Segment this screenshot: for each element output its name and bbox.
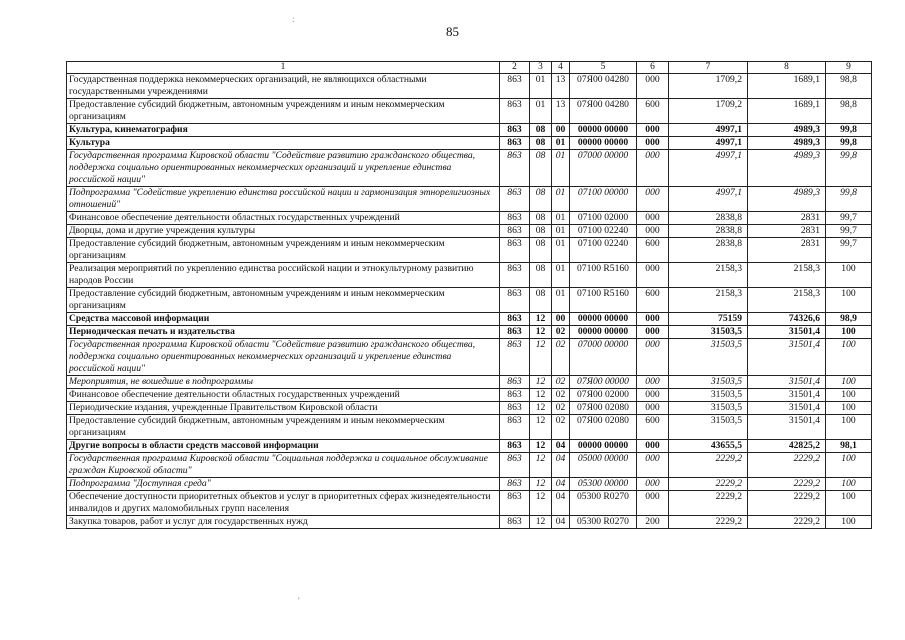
subsection-cell: 02 [552, 389, 570, 402]
row-name-cell: Государственная поддержка некоммерческих организаций, не являющихся областными государственными учреждениями [67, 74, 500, 99]
admin-code-cell: 863 [500, 150, 530, 187]
planned-amount-cell: 31503,5 [669, 376, 748, 389]
percent-cell: 100 [826, 288, 872, 313]
admin-code-cell: 863 [500, 124, 530, 137]
table-row [67, 124, 872, 137]
admin-code-cell: 863 [500, 225, 530, 238]
row-name-cell: Другие вопросы в области средств массовой информации [67, 440, 500, 453]
row-name-cell: Дворцы, дома и другие учреждения культуры [67, 225, 500, 238]
executed-amount-cell: 42825,2 [748, 440, 826, 453]
target-article-cell: 07000 00000 [570, 150, 637, 187]
section-cell: 12 [530, 516, 552, 529]
subsection-cell: 02 [552, 415, 570, 440]
admin-code-cell: 863 [500, 376, 530, 389]
executed-amount-cell: 31501,4 [748, 326, 826, 339]
executed-amount-cell: 2229,2 [748, 478, 826, 491]
target-article-cell: 07Я00 04280 [570, 99, 637, 124]
executed-amount-cell: 2229,2 [748, 453, 826, 478]
expense-type-cell: 200 [637, 516, 669, 529]
expense-type-cell: 600 [637, 288, 669, 313]
target-article-cell: 00000 00000 [570, 313, 637, 326]
row-name-cell: Реализация мероприятий по укреплению единства российской нации и этнокультурному развитию народов России [67, 263, 500, 288]
scan-speck: ' [298, 596, 300, 606]
subsection-cell: 01 [552, 150, 570, 187]
percent-cell: 100 [826, 478, 872, 491]
section-cell: 08 [530, 150, 552, 187]
section-cell: 08 [530, 263, 552, 288]
table-row [67, 187, 872, 212]
header-cell: 9 [826, 62, 872, 74]
executed-amount-cell: 74326,6 [748, 313, 826, 326]
expense-type-cell: 000 [637, 376, 669, 389]
section-cell: 12 [530, 415, 552, 440]
table-row [67, 212, 872, 225]
target-article-cell: 00000 00000 [570, 326, 637, 339]
target-article-cell: 05300 R0270 [570, 491, 637, 516]
table-row [67, 326, 872, 339]
percent-cell: 98,8 [826, 74, 872, 99]
expense-type-cell: 000 [637, 225, 669, 238]
table-row [67, 415, 872, 440]
expense-type-cell: 600 [637, 99, 669, 124]
table-row [67, 137, 872, 150]
row-name-cell: Периодические издания, учрежденные Правительством Кировской области [67, 402, 500, 415]
planned-amount-cell: 2838,8 [669, 225, 748, 238]
row-name-cell: Государственная программа Кировской области "Содействие развитию гражданского общества, поддержка социально ориентированных некоммерческих организаций и укрепление единства российской нации" [67, 150, 500, 187]
row-name-cell: Предоставление субсидий бюджетным, автономным учреждениям и иным некоммерческим организациям [67, 288, 500, 313]
planned-amount-cell: 4997,1 [669, 124, 748, 137]
percent-cell: 100 [826, 389, 872, 402]
table-row [67, 74, 872, 99]
section-cell: 01 [530, 99, 552, 124]
section-cell: 12 [530, 339, 552, 376]
row-name-cell: Мероприятия, не вошедшие в подпрограммы [67, 376, 500, 389]
percent-cell: 100 [826, 326, 872, 339]
percent-cell: 100 [826, 453, 872, 478]
executed-amount-cell: 2831 [748, 238, 826, 263]
subsection-cell: 04 [552, 491, 570, 516]
target-article-cell: 07Я00 02000 [570, 389, 637, 402]
planned-amount-cell: 2229,2 [669, 516, 748, 529]
table-row [67, 150, 872, 187]
subsection-cell: 04 [552, 440, 570, 453]
executed-amount-cell: 2831 [748, 225, 826, 238]
row-name-cell: Средства массовой информации [67, 313, 500, 326]
section-cell: 12 [530, 389, 552, 402]
executed-amount-cell: 31501,4 [748, 376, 826, 389]
table-row [67, 402, 872, 415]
admin-code-cell: 863 [500, 389, 530, 402]
table-row [67, 238, 872, 263]
percent-cell: 100 [826, 415, 872, 440]
row-name-cell: Культура, кинематография [67, 124, 500, 137]
executed-amount-cell: 2158,3 [748, 288, 826, 313]
expense-type-cell: 000 [637, 326, 669, 339]
budget-table [66, 61, 872, 529]
percent-cell: 99,8 [826, 124, 872, 137]
admin-code-cell: 863 [500, 491, 530, 516]
planned-amount-cell: 2229,2 [669, 453, 748, 478]
table-row [67, 313, 872, 326]
expense-type-cell: 000 [637, 263, 669, 288]
expense-type-cell: 000 [637, 402, 669, 415]
expense-type-cell: 000 [637, 74, 669, 99]
executed-amount-cell: 4989,3 [748, 137, 826, 150]
expense-type-cell: 000 [637, 453, 669, 478]
percent-cell: 99,7 [826, 212, 872, 225]
admin-code-cell: 863 [500, 238, 530, 263]
table-row [67, 376, 872, 389]
admin-code-cell: 863 [500, 440, 530, 453]
admin-code-cell: 863 [500, 212, 530, 225]
row-name-cell: Предоставление субсидий бюджетным, автономным учреждениям и иным некоммерческим организациям [67, 238, 500, 263]
section-cell: 12 [530, 376, 552, 389]
target-article-cell: 07000 00000 [570, 339, 637, 376]
row-name-cell: Подпрограмма "Доступная среда" [67, 478, 500, 491]
section-cell: 12 [530, 453, 552, 478]
header-cell: 1 [67, 62, 500, 74]
expense-type-cell: 600 [637, 238, 669, 263]
planned-amount-cell: 1709,2 [669, 74, 748, 99]
header-cell: 5 [570, 62, 637, 74]
subsection-cell: 01 [552, 263, 570, 288]
admin-code-cell: 863 [500, 453, 530, 478]
executed-amount-cell: 2229,2 [748, 516, 826, 529]
row-name-cell: Предоставление субсидий бюджетным, автономным учреждениям и иным некоммерческим организациям [67, 99, 500, 124]
table-row [67, 225, 872, 238]
percent-cell: 99,8 [826, 137, 872, 150]
expense-type-cell: 000 [637, 137, 669, 150]
expense-type-cell: 000 [637, 478, 669, 491]
table-header-row [67, 62, 872, 74]
target-article-cell: 07Я00 02080 [570, 402, 637, 415]
percent-cell: 98,1 [826, 440, 872, 453]
planned-amount-cell: 4997,1 [669, 137, 748, 150]
target-article-cell: 00000 00000 [570, 124, 637, 137]
table-row [67, 453, 872, 478]
percent-cell: 100 [826, 402, 872, 415]
table-row [67, 478, 872, 491]
subsection-cell: 01 [552, 187, 570, 212]
subsection-cell: 13 [552, 99, 570, 124]
admin-code-cell: 863 [500, 516, 530, 529]
section-cell: 08 [530, 225, 552, 238]
table-row [67, 339, 872, 376]
table-row [67, 288, 872, 313]
admin-code-cell: 863 [500, 402, 530, 415]
subsection-cell: 04 [552, 516, 570, 529]
subsection-cell: 00 [552, 313, 570, 326]
admin-code-cell: 863 [500, 339, 530, 376]
subsection-cell: 04 [552, 478, 570, 491]
admin-code-cell: 863 [500, 263, 530, 288]
section-cell: 08 [530, 124, 552, 137]
executed-amount-cell: 31501,4 [748, 389, 826, 402]
row-name-cell: Предоставление субсидий бюджетным, автономным учреждениям и иным некоммерческим организациям [67, 415, 500, 440]
target-article-cell: 05300 00000 [570, 478, 637, 491]
table-row [67, 389, 872, 402]
target-article-cell: 07100 R5160 [570, 288, 637, 313]
expense-type-cell: 000 [637, 212, 669, 225]
header-cell: 3 [530, 62, 552, 74]
target-article-cell: 07Я00 04280 [570, 74, 637, 99]
section-cell: 12 [530, 440, 552, 453]
table-row [67, 516, 872, 529]
target-article-cell: 05000 00000 [570, 453, 637, 478]
planned-amount-cell: 43655,5 [669, 440, 748, 453]
admin-code-cell: 863 [500, 137, 530, 150]
target-article-cell: 07100 02240 [570, 238, 637, 263]
section-cell: 12 [530, 402, 552, 415]
planned-amount-cell: 4997,1 [669, 150, 748, 187]
table-row [67, 491, 872, 516]
executed-amount-cell: 1689,1 [748, 74, 826, 99]
section-cell: 12 [530, 478, 552, 491]
expense-type-cell: 000 [637, 150, 669, 187]
percent-cell: 100 [826, 516, 872, 529]
executed-amount-cell: 2831 [748, 212, 826, 225]
executed-amount-cell: 4989,3 [748, 124, 826, 137]
row-name-cell: Финансовое обеспечение деятельности областных государственных учреждений [67, 212, 500, 225]
percent-cell: 98,9 [826, 313, 872, 326]
section-cell: 01 [530, 74, 552, 99]
admin-code-cell: 863 [500, 326, 530, 339]
header-cell: 8 [748, 62, 826, 74]
subsection-cell: 04 [552, 453, 570, 478]
target-article-cell: 07100 02240 [570, 225, 637, 238]
executed-amount-cell: 2229,2 [748, 491, 826, 516]
percent-cell: 100 [826, 491, 872, 516]
section-cell: 08 [530, 137, 552, 150]
expense-type-cell: 000 [637, 339, 669, 376]
planned-amount-cell: 2838,8 [669, 212, 748, 225]
header-cell: 7 [669, 62, 748, 74]
planned-amount-cell: 31503,5 [669, 339, 748, 376]
percent-cell: 99,7 [826, 225, 872, 238]
table-row [67, 440, 872, 453]
scan-speck: : [292, 14, 295, 24]
executed-amount-cell: 4989,3 [748, 150, 826, 187]
target-article-cell: 07100 R5160 [570, 263, 637, 288]
planned-amount-cell: 31503,5 [669, 415, 748, 440]
page-number: 85 [446, 24, 459, 39]
subsection-cell: 13 [552, 74, 570, 99]
target-article-cell: 07100 00000 [570, 187, 637, 212]
target-article-cell: 07Я00 00000 [570, 376, 637, 389]
admin-code-cell: 863 [500, 288, 530, 313]
table-row [67, 263, 872, 288]
target-article-cell: 07100 02000 [570, 212, 637, 225]
section-cell: 08 [530, 212, 552, 225]
admin-code-cell: 863 [500, 313, 530, 326]
subsection-cell: 01 [552, 137, 570, 150]
row-name-cell: Обеспечение доступности приоритетных объектов и услуг в приоритетных сферах жизнедеятельности инвалидов и других маломобильных групп населения [67, 491, 500, 516]
executed-amount-cell: 31501,4 [748, 339, 826, 376]
planned-amount-cell: 31503,5 [669, 402, 748, 415]
executed-amount-cell: 31501,4 [748, 415, 826, 440]
row-name-cell: Государственная программа Кировской области "Содействие развитию гражданского общества, поддержка социально ориентированных некоммерческих организаций и укрепление единства российской нации" [67, 339, 500, 376]
planned-amount-cell: 2229,2 [669, 491, 748, 516]
percent-cell: 99,8 [826, 150, 872, 187]
percent-cell: 100 [826, 376, 872, 389]
target-article-cell: 00000 00000 [570, 440, 637, 453]
section-cell: 12 [530, 326, 552, 339]
target-article-cell: 07Я00 02080 [570, 415, 637, 440]
executed-amount-cell: 2158,3 [748, 263, 826, 288]
executed-amount-cell: 4989,3 [748, 187, 826, 212]
subsection-cell: 01 [552, 288, 570, 313]
target-article-cell: 00000 00000 [570, 137, 637, 150]
header-cell: 6 [637, 62, 669, 74]
subsection-cell: 02 [552, 326, 570, 339]
target-article-cell: 05300 R0270 [570, 516, 637, 529]
row-name-cell: Финансовое обеспечение деятельности областных государственных учреждений [67, 389, 500, 402]
section-cell: 12 [530, 313, 552, 326]
planned-amount-cell: 75159 [669, 313, 748, 326]
planned-amount-cell: 1709,2 [669, 99, 748, 124]
expense-type-cell: 000 [637, 491, 669, 516]
admin-code-cell: 863 [500, 74, 530, 99]
executed-amount-cell: 1689,1 [748, 99, 826, 124]
admin-code-cell: 863 [500, 99, 530, 124]
subsection-cell: 02 [552, 339, 570, 376]
expense-type-cell: 000 [637, 313, 669, 326]
planned-amount-cell: 4997,1 [669, 187, 748, 212]
section-cell: 08 [530, 288, 552, 313]
percent-cell: 99,7 [826, 238, 872, 263]
admin-code-cell: 863 [500, 478, 530, 491]
header-cell: 4 [552, 62, 570, 74]
planned-amount-cell: 2158,3 [669, 288, 748, 313]
row-name-cell: Культура [67, 137, 500, 150]
planned-amount-cell: 2838,8 [669, 238, 748, 263]
expense-type-cell: 000 [637, 440, 669, 453]
row-name-cell: Закупка товаров, работ и услуг для государственных нужд [67, 516, 500, 529]
admin-code-cell: 863 [500, 187, 530, 212]
subsection-cell: 01 [552, 238, 570, 263]
percent-cell: 100 [826, 263, 872, 288]
subsection-cell: 01 [552, 225, 570, 238]
section-cell: 12 [530, 491, 552, 516]
planned-amount-cell: 2229,2 [669, 478, 748, 491]
subsection-cell: 02 [552, 376, 570, 389]
header-cell: 2 [500, 62, 530, 74]
section-cell: 08 [530, 187, 552, 212]
expense-type-cell: 000 [637, 187, 669, 212]
executed-amount-cell: 31501,4 [748, 402, 826, 415]
percent-cell: 99,8 [826, 187, 872, 212]
percent-cell: 98,8 [826, 99, 872, 124]
row-name-cell: Государственная программа Кировской области "Социальная поддержка и социальное обслуживание граждан Кировской области" [67, 453, 500, 478]
expense-type-cell: 000 [637, 389, 669, 402]
table-row [67, 99, 872, 124]
planned-amount-cell: 2158,3 [669, 263, 748, 288]
planned-amount-cell: 31503,5 [669, 389, 748, 402]
expense-type-cell: 000 [637, 124, 669, 137]
row-name-cell: Периодическая печать и издательства [67, 326, 500, 339]
admin-code-cell: 863 [500, 415, 530, 440]
subsection-cell: 02 [552, 402, 570, 415]
row-name-cell: Подпрограмма "Содействие укреплению единства российской нации и гармонизация этнорелигиозных отношений" [67, 187, 500, 212]
subsection-cell: 00 [552, 124, 570, 137]
section-cell: 08 [530, 238, 552, 263]
expense-type-cell: 600 [637, 415, 669, 440]
subsection-cell: 01 [552, 212, 570, 225]
planned-amount-cell: 31503,5 [669, 326, 748, 339]
percent-cell: 100 [826, 339, 872, 376]
